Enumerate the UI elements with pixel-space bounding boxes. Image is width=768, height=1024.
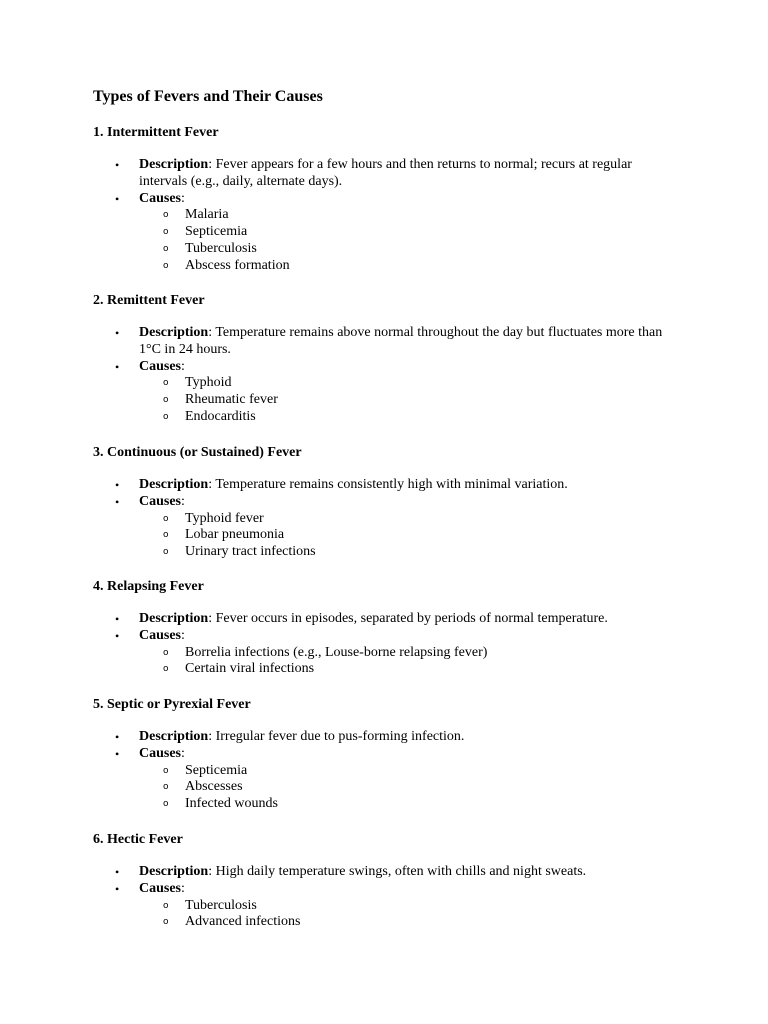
description-text: Description: Irregular fever due to pus-forming infection.: [139, 729, 465, 744]
section-hectic-fever: [93, 831, 693, 931]
description-item: [93, 611, 693, 628]
bullet-icon: •: [115, 881, 120, 896]
description-label: Description: [139, 477, 209, 492]
description-text: Description: Fever occurs in episodes, separated by periods of normal temperature.: [139, 611, 608, 626]
bullet-list: [93, 157, 693, 275]
cause-item: o Tuberculosis: [163, 897, 257, 913]
causes-list: [139, 511, 693, 561]
causes-label: Causes: [139, 880, 182, 896]
section-heading: 5. Septic or Pyrexial Fever: [93, 697, 251, 712]
bullet-icon: •: [115, 730, 120, 744]
circle-bullet-icon: o: [163, 395, 169, 406]
cause-item: o Septicemia: [163, 224, 248, 240]
circle-bullet-icon: o: [163, 917, 169, 928]
description-item: [93, 157, 693, 191]
cause-item: o Endocarditis: [163, 408, 256, 424]
section-heading: 6. Hectic Fever: [93, 832, 183, 847]
section-septic-fever: [93, 696, 693, 813]
circle-bullet-icon: o: [163, 647, 169, 658]
cause-item: o Typhoid fever: [163, 510, 264, 526]
causes-item: • Causes: o Tuberculosis o Advanced infections: [93, 881, 693, 931]
causes-list: [139, 645, 693, 679]
bullet-icon: •: [115, 158, 120, 172]
description-text: Description: Fever appears for a few hours and then returns to normal; recurs at regular intervals (e.g., daily, alternate days).: [139, 157, 632, 189]
description-item: [93, 729, 693, 746]
cause-item: o Septicemia: [163, 762, 248, 778]
cause-item: o Abscesses: [163, 779, 243, 795]
circle-bullet-icon: o: [163, 900, 169, 911]
circle-bullet-icon: o: [163, 782, 169, 793]
circle-bullet-icon: o: [163, 411, 169, 422]
description-label: Description: [139, 325, 209, 340]
bullet-icon: •: [115, 865, 120, 879]
bullet-icon: •: [115, 612, 120, 626]
circle-bullet-icon: o: [163, 530, 169, 541]
description-item: [93, 477, 693, 494]
bullet-icon: •: [115, 494, 120, 509]
bullet-icon: •: [115, 628, 120, 643]
description-label: Description: [139, 157, 209, 172]
cause-item: o Tuberculosis: [163, 240, 257, 256]
causes-label: Causes: [139, 627, 182, 643]
description-value: High daily temperature swings, often with chills and night sweats.: [215, 864, 587, 879]
causes-item: • Causes: o Malaria o Septicemia o Tuberculosis o Abscess formation: [93, 191, 693, 275]
description-text: Description: Temperature remains consistently high with minimal variation.: [139, 477, 568, 492]
cause-item: o Malaria: [163, 207, 229, 223]
circle-bullet-icon: o: [163, 513, 169, 524]
causes-label: Causes: [139, 493, 182, 509]
cause-item: o Rheumatic fever: [163, 392, 278, 408]
circle-bullet-icon: o: [163, 664, 169, 675]
causes-item: • Causes: o Typhoid fever o Lobar pneumonia o Urinary tract infections: [93, 494, 693, 561]
section-relapsing-fever: [93, 578, 693, 678]
description-label: Description: [139, 864, 209, 879]
description-value: Temperature remains consistently high with minimal variation.: [215, 477, 568, 492]
causes-label: Causes: [139, 190, 182, 206]
circle-bullet-icon: o: [163, 547, 169, 558]
bullet-icon: •: [115, 191, 120, 206]
cause-item: o Typhoid: [163, 375, 232, 391]
document-title: Types of Fevers and Their Causes: [93, 88, 323, 105]
cause-item: o Abscess formation: [163, 257, 290, 273]
description-item: [93, 325, 693, 359]
causes-list: [139, 898, 693, 932]
cause-item: o Infected wounds: [163, 796, 278, 812]
description-label: Description: [139, 611, 209, 626]
cause-item: o Borrelia infections (e.g., Louse-borne relapsing fever): [163, 644, 488, 660]
section-intermittent-fever: [93, 124, 693, 275]
description-value: Temperature remains above normal throughout the day but fluctuates more than 1°C in 24 hours.: [139, 325, 663, 357]
section-heading: 4. Relapsing Fever: [93, 579, 204, 594]
circle-bullet-icon: o: [163, 260, 169, 271]
section-heading: 3. Continuous (or Sustained) Fever: [93, 445, 302, 460]
bullet-icon: •: [115, 478, 120, 492]
section-heading: 2. Remittent Fever: [93, 293, 205, 308]
bullet-list: [93, 729, 693, 813]
cause-item: o Certain viral infections: [163, 661, 315, 677]
circle-bullet-icon: o: [163, 799, 169, 810]
bullet-icon: •: [115, 359, 120, 374]
description-text: Description: Temperature remains above normal throughout the day but fluctuates more than 1°C in 24 hours.: [139, 325, 663, 357]
bullet-list: [93, 477, 693, 561]
circle-bullet-icon: o: [163, 378, 169, 389]
cause-item: o Advanced infections: [163, 914, 301, 930]
circle-bullet-icon: o: [163, 765, 169, 776]
description-value: Irregular fever due to pus-forming infection.: [215, 729, 465, 744]
circle-bullet-icon: o: [163, 227, 169, 238]
description-value: Fever occurs in episodes, separated by periods of normal temperature.: [215, 611, 608, 626]
cause-item: o Lobar pneumonia: [163, 527, 285, 543]
section-heading: 1. Intermittent Fever: [93, 125, 219, 140]
causes-list: [139, 763, 693, 813]
causes-item: • Causes: o Borrelia infections (e.g., Louse-borne relapsing fever) o Certain viral infections: [93, 628, 693, 678]
bullet-list: [93, 325, 693, 426]
circle-bullet-icon: o: [163, 210, 169, 221]
causes-item: • Causes: o Septicemia o Abscesses o Infected wounds: [93, 746, 693, 813]
causes-item: • Causes: o Typhoid o Rheumatic fever o Endocarditis: [93, 359, 693, 426]
bullet-icon: •: [115, 746, 120, 761]
bullet-icon: •: [115, 326, 120, 340]
section-continuous-fever: [93, 444, 693, 561]
description-value: Fever appears for a few hours and then returns to normal; recurs at regular intervals (e.g., daily, alternate days).: [139, 157, 632, 189]
description-label: Description: [139, 729, 209, 744]
bullet-list: [93, 864, 693, 931]
causes-label: Causes: [139, 745, 182, 761]
causes-label: Causes: [139, 358, 182, 374]
causes-list: [139, 207, 693, 274]
circle-bullet-icon: o: [163, 243, 169, 254]
description-text: Description: High daily temperature swings, often with chills and night sweats.: [139, 864, 587, 879]
description-item: [93, 864, 693, 881]
bullet-list: [93, 611, 693, 678]
cause-item: o Urinary tract infections: [163, 544, 316, 560]
causes-list: [139, 375, 693, 425]
section-remittent-fever: [93, 292, 693, 426]
